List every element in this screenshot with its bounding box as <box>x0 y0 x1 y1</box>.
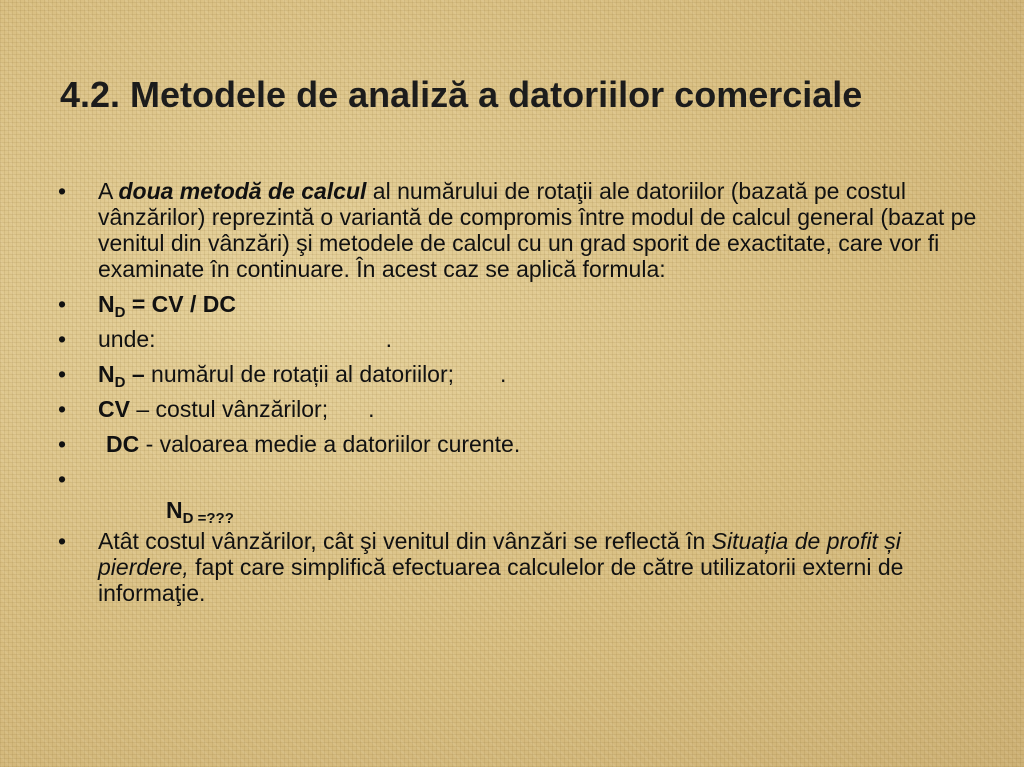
bullet-dot-icon: • <box>58 178 67 204</box>
nd-term-dash: – <box>125 361 145 387</box>
conclusion-post: fapt care simplifică efectuarea calculelor de către utilizatorii externi de informaţie. <box>98 554 904 606</box>
conclusion-emphasis: Situația de profit și pierdere, <box>98 528 901 580</box>
dc-term: DC <box>106 431 140 457</box>
bullet-item-cv-definition <box>58 396 978 422</box>
cv-definition-text: – costul vânzărilor; <box>129 396 329 422</box>
formula-n: N <box>98 291 115 317</box>
bullet-dot-icon: • <box>58 326 67 352</box>
dc-definition-text: - valoarea medie a datoriilor curente. <box>139 431 521 457</box>
bullet-dot-icon: • <box>58 466 67 492</box>
slide-title: 4.2. Metodele de analiză a datoriilor comerciale <box>60 74 863 115</box>
conclusion-pre: Atât costul vânzărilor, cât şi venitul din vânzări se reflectă în <box>98 528 712 554</box>
intro-post: al numărului de rotaţii ale datoriilor (bazată pe costul vânzărilor) reprezintă o variantă de compromis între modul de calcul general (bazat pe venitul din vânzări) şi metodele de calcul cu un grad sporit de exactitate, care vor fi examinate în continuare. În acest caz se aplică formula: <box>98 178 977 282</box>
intro-pre: A <box>98 178 119 204</box>
unde-text: unde: <box>98 326 156 352</box>
bullet-dot-icon: • <box>58 431 67 457</box>
bullet-dot-icon: • <box>58 361 67 387</box>
bullet-item-nd-definition <box>58 361 978 391</box>
bullet-dot-icon: • <box>58 291 67 317</box>
unde-dot: . <box>385 326 392 352</box>
nd-term-n: N <box>98 361 115 387</box>
nd-term <box>98 361 145 391</box>
bullet-item-intro <box>58 178 978 282</box>
nd-definition-dot: . <box>500 361 507 387</box>
bullet-dot-icon: • <box>58 396 67 422</box>
bullet-dot-icon: • <box>58 528 67 554</box>
nd-term-subscript: D <box>114 374 126 391</box>
bullet-item-unde <box>58 326 978 352</box>
bullet-item-dc-definition <box>58 431 978 457</box>
cv-term: CV <box>98 396 130 422</box>
slide-content <box>58 178 978 615</box>
formula-rest: = CV / DC <box>125 291 237 317</box>
nd-definition-text: numărul de rotații al datoriilor; <box>144 361 455 387</box>
intro-emphasis: doua metodă de calcul <box>118 178 367 204</box>
nd-result-line <box>58 497 978 525</box>
formula-subscript: D <box>114 304 126 321</box>
bullet-item-formula <box>58 291 978 321</box>
bullet-item-conclusion <box>58 528 978 606</box>
nd-result-n: N <box>166 497 183 523</box>
cv-definition-dot: . <box>368 396 375 422</box>
nd-result-rest: D =??? <box>182 510 234 527</box>
formula <box>98 291 237 321</box>
bullet-item-empty <box>58 466 978 492</box>
